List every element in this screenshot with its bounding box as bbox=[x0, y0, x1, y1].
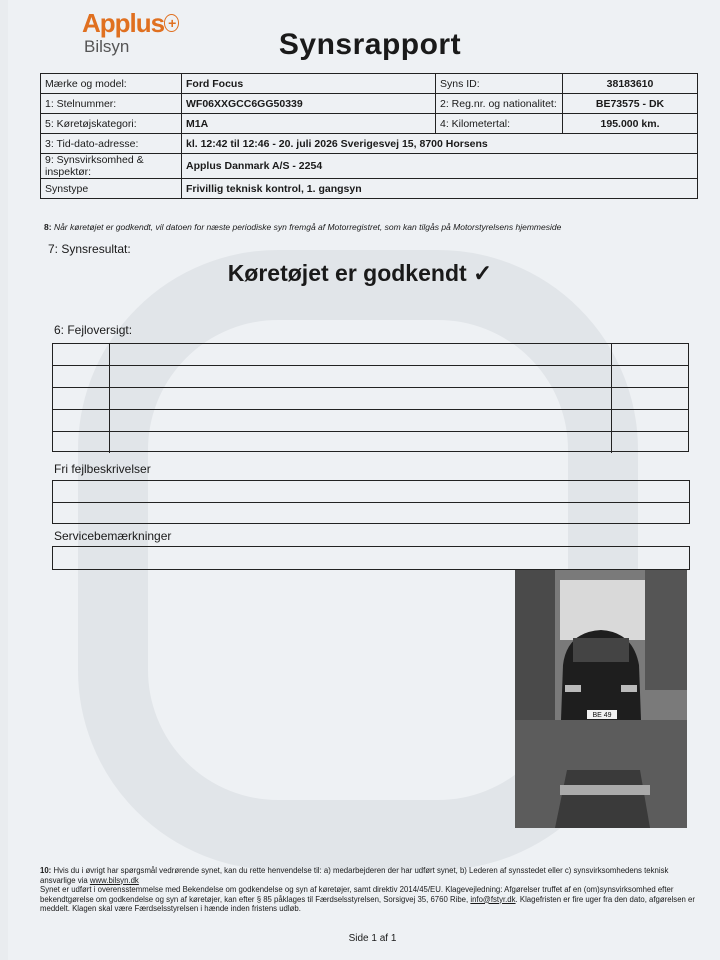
free-fault-heading: Fri fejlbeskrivelser bbox=[54, 462, 151, 476]
fault-row bbox=[53, 344, 688, 366]
info-label-2: 4: Kilometertal: bbox=[436, 114, 563, 134]
result-heading: 7: Synsresultat: bbox=[48, 242, 131, 256]
free-fault-box bbox=[52, 480, 690, 524]
info-label: Mærke og model: bbox=[41, 74, 182, 94]
info-label: 5: Køretøjskategori: bbox=[41, 114, 182, 134]
fault-row bbox=[53, 388, 688, 410]
info-label: 1: Stelnummer: bbox=[41, 94, 182, 114]
fault-row bbox=[53, 366, 688, 388]
inspection-result: Køretøjet er godkendt ✓ bbox=[227, 260, 493, 286]
info-value-2: BE73575 - DK bbox=[563, 94, 698, 114]
note-text: Når køretøjet er godkendt, vil datoen for næste periodiske syn fremgå af Motorregistret, som kan tilgås på Motorstyrelsens hjemmeside bbox=[53, 222, 562, 232]
vehicle-photo bbox=[515, 570, 687, 828]
info-row bbox=[41, 114, 698, 134]
footer-line3: . Klagefristen er fire uger fra den dato, afgørelsen er meddelt. Klagen skal være Færdselsstyrelsen i hænde inden fristens udløb. bbox=[40, 894, 695, 913]
info-value: Applus Danmark A/S - 2254 bbox=[182, 154, 698, 179]
bilsyn-link[interactable]: www.bilsyn.dk bbox=[89, 875, 139, 885]
info-value: Ford Focus bbox=[182, 74, 436, 94]
service-remarks-heading: Servicebemærkninger bbox=[54, 529, 172, 543]
info-value: Frivillig teknisk kontrol, 1. gangsyn bbox=[182, 179, 698, 199]
info-value: WF06XXGCC6GG50339 bbox=[182, 94, 436, 114]
plus-icon: + bbox=[164, 14, 179, 32]
fault-row bbox=[53, 432, 688, 453]
info-row bbox=[41, 74, 698, 94]
page-number: Side 1 af 1 bbox=[348, 933, 397, 944]
info-row bbox=[41, 94, 698, 114]
info-label-2: 2: Reg.nr. og nationalitet: bbox=[436, 94, 563, 114]
service-remarks-box bbox=[52, 546, 690, 570]
page-title: Synsrapport bbox=[278, 28, 462, 61]
info-row-wide bbox=[41, 154, 698, 179]
fault-table bbox=[52, 343, 689, 452]
fault-row bbox=[53, 410, 688, 432]
info-label: 9: Synsvirksomhed & inspektør: bbox=[41, 154, 182, 179]
vehicle-info-table bbox=[40, 73, 698, 199]
logo-brand: Applus bbox=[82, 8, 165, 38]
logo-sub: Bilsyn bbox=[84, 37, 130, 56]
info-row-wide bbox=[41, 179, 698, 199]
footer-legal-text bbox=[40, 866, 700, 914]
fstyr-email-link[interactable]: info@fstyr.dk bbox=[470, 894, 516, 904]
info-value: kl. 12:42 til 12:46 - 20. juli 2026 Sverigesvej 15, 8700 Horsens bbox=[182, 134, 698, 154]
note-number: 8: bbox=[44, 222, 52, 232]
footer-line1: Hvis du i øvrigt har spørgsmål vedrørende synet, kan du rette henvendelse til: a) medarbejderen der har udført synet, b) Lederen af synsstedet eller c) synsvirksomhedens teknisk ansvarlige via bbox=[40, 866, 669, 885]
info-label: 3: Tid-dato-adresse: bbox=[41, 134, 182, 154]
info-label-2: Syns ID: bbox=[436, 74, 563, 94]
info-label: Synstype bbox=[41, 179, 182, 199]
fault-overview-heading: 6: Fejloversigt: bbox=[54, 323, 133, 337]
footer-line2: Synet er udført i overensstemmelse med Bekendelse om godkendelse og syn af køretøjer, samt direktiv 2014/45/EU. Klagevejledning: Afgørelser truffet af en (om)synsvirksomhed efter bekendtgørelse om godkendelse og syn af køretøjer, kan efter § 85 påklages til Færdselsstyrelsen, Sorsigvej 35, 6760 Ribe, bbox=[40, 885, 674, 904]
inspection-note bbox=[44, 222, 561, 232]
info-value-2: 195.000 km. bbox=[563, 114, 698, 134]
license-plate: BE 49 bbox=[592, 712, 612, 719]
info-value: M1A bbox=[182, 114, 436, 134]
footer-number: 10: bbox=[40, 866, 52, 875]
info-row-wide bbox=[41, 134, 698, 154]
info-value-2: 38183610 bbox=[563, 74, 698, 94]
